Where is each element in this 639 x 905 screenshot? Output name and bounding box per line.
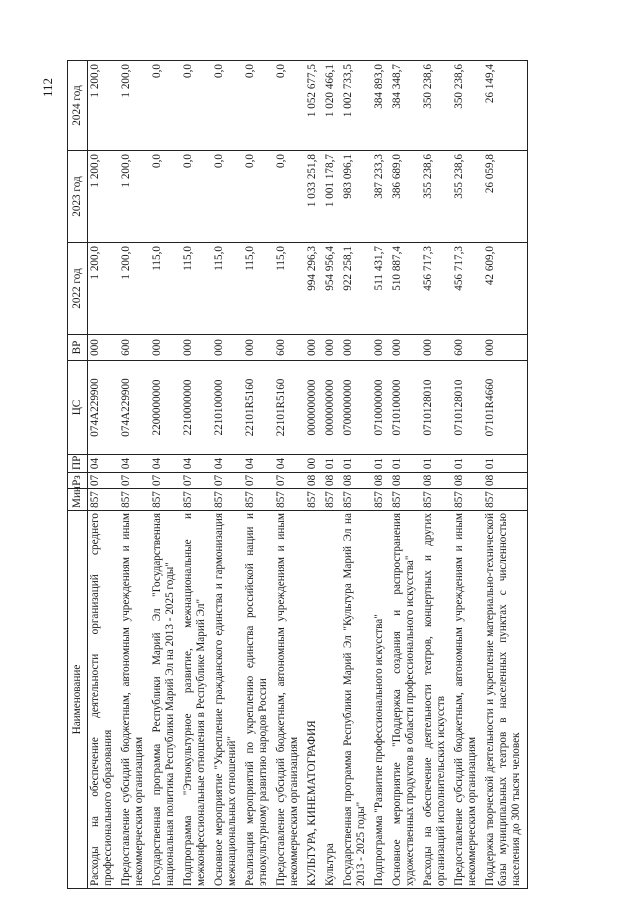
header-vr: ВР (68, 335, 88, 361)
row-2023: 1 033 251,8 (305, 151, 323, 243)
row-rz: 08 (372, 473, 390, 489)
row-vr: 000 (483, 335, 528, 361)
row-name: Предоставление субсидий бюджетным, автономным учреждениям и иным некоммерческим организациям (119, 511, 150, 889)
row-vr: 000 (181, 335, 212, 361)
row-2022: 510 887,4 (390, 243, 421, 335)
row-2024: 384 348,7 (390, 61, 421, 151)
row-vr: 000 (212, 335, 243, 361)
row-name: Подпрограмма "Этнокультурное развитие, межнациональные и межконфессиональные отношения в Республике Марий Эл" (181, 511, 212, 889)
row-cs: 0000000000 (305, 361, 323, 455)
row-2024: 0,0 (150, 61, 181, 151)
row-2023: 0,0 (274, 151, 305, 243)
row-pr: 04 (181, 455, 212, 473)
table-row (305, 61, 323, 889)
page-number: 112 (40, 77, 55, 97)
row-rz: 07 (119, 473, 150, 489)
row-cs: 074A229900 (119, 361, 150, 455)
header-2022: 2022 год (68, 243, 88, 335)
row-vr: 000 (372, 335, 390, 361)
header-min: Мин (68, 489, 88, 511)
row-rz: 08 (390, 473, 421, 489)
row-min: 857 (119, 489, 150, 511)
row-min: 857 (243, 489, 274, 511)
row-cs: 22101R5160 (274, 361, 305, 455)
budget-table (67, 60, 528, 889)
row-vr: 000 (88, 335, 120, 361)
table-row (88, 61, 120, 889)
header-cs: ЦС (68, 361, 88, 455)
row-rz: 08 (421, 473, 452, 489)
row-cs: 2200000000 (150, 361, 181, 455)
row-rz: 07 (181, 473, 212, 489)
row-2022: 456 717,3 (421, 243, 452, 335)
row-cs: 2210100000 (212, 361, 243, 455)
row-2023: 387 233,3 (372, 151, 390, 243)
row-2023: 983 096,1 (341, 151, 372, 243)
row-name: Предоставление субсидий бюджетным, автономным учреждениям и иным некоммерческим организациям (274, 511, 305, 889)
row-min: 857 (483, 489, 528, 511)
row-2023: 355 238,6 (421, 151, 452, 243)
row-rz: 07 (150, 473, 181, 489)
row-name: Основное мероприятие "Поддержка создания и распространения художественных продуктов в области профессионального искусства" (390, 511, 421, 889)
row-name: Культура (323, 511, 341, 889)
row-2024: 0,0 (274, 61, 305, 151)
row-cs: 2210000000 (181, 361, 212, 455)
table-row (372, 61, 390, 889)
table-row (452, 61, 483, 889)
row-2022: 954 956,4 (323, 243, 341, 335)
row-rz: 08 (483, 473, 528, 489)
row-rz: 07 (88, 473, 120, 489)
row-cs: 0710128010 (421, 361, 452, 455)
row-vr: 000 (243, 335, 274, 361)
row-vr: 000 (421, 335, 452, 361)
row-pr: 04 (119, 455, 150, 473)
row-vr: 000 (390, 335, 421, 361)
row-2023: 1 200,0 (119, 151, 150, 243)
row-2022: 456 717,3 (452, 243, 483, 335)
row-pr: 01 (372, 455, 390, 473)
row-2022: 511 431,7 (372, 243, 390, 335)
row-cs: 0710128010 (452, 361, 483, 455)
row-pr: 01 (390, 455, 421, 473)
row-2022: 115,0 (181, 243, 212, 335)
table-row (323, 61, 341, 889)
row-2022: 42 609,0 (483, 243, 528, 335)
row-min: 857 (274, 489, 305, 511)
row-2023: 0,0 (212, 151, 243, 243)
row-rz: 07 (243, 473, 274, 489)
row-name: Государственная программа Республики Марий Эл "Государственная национальная политика Республики Марий Эл на 2013 - 2025 годы" (150, 511, 181, 889)
row-min: 857 (341, 489, 372, 511)
row-rz: 07 (274, 473, 305, 489)
row-2022: 994 296,3 (305, 243, 323, 335)
row-2022: 115,0 (150, 243, 181, 335)
row-min: 857 (212, 489, 243, 511)
table-row (274, 61, 305, 889)
row-pr: 00 (305, 455, 323, 473)
row-rz: 08 (341, 473, 372, 489)
table-row (119, 61, 150, 889)
header-2024: 2024 год (68, 61, 88, 151)
row-2024: 384 893,0 (372, 61, 390, 151)
row-2024: 1 052 677,5 (305, 61, 323, 151)
row-cs: 0710000000 (372, 361, 390, 455)
row-2022: 922 258,1 (341, 243, 372, 335)
row-pr: 01 (323, 455, 341, 473)
row-pr: 04 (274, 455, 305, 473)
row-2022: 1 200,0 (119, 243, 150, 335)
row-2024: 0,0 (243, 61, 274, 151)
row-rz: 08 (452, 473, 483, 489)
row-name: Расходы на обеспечение деятельности театров, концертных и других организаций исполнительских искусств (421, 511, 452, 889)
row-min: 857 (452, 489, 483, 511)
row-cs: 0710100000 (390, 361, 421, 455)
row-rz: 08 (305, 473, 323, 489)
row-2024: 350 238,6 (452, 61, 483, 151)
row-2022: 115,0 (274, 243, 305, 335)
row-name: Поддержка творческой деятельности и укрепление материально-технической базы муниципальных театров в населенных пунктах с численностью населения до 300 тысяч человек (483, 511, 528, 889)
row-2023: 0,0 (243, 151, 274, 243)
row-min: 857 (150, 489, 181, 511)
row-vr: 600 (452, 335, 483, 361)
row-2024: 350 238,6 (421, 61, 452, 151)
table-row (421, 61, 452, 889)
row-2022: 115,0 (212, 243, 243, 335)
row-cs: 0700000000 (341, 361, 372, 455)
table-row (243, 61, 274, 889)
row-2023: 0,0 (181, 151, 212, 243)
row-rz: 07 (212, 473, 243, 489)
row-vr: 600 (274, 335, 305, 361)
row-name: Основное мероприятие "Укрепление гражданского единства и гармонизация межнациональных отношений" (212, 511, 243, 889)
row-2024: 1 200,0 (119, 61, 150, 151)
header-2023: 2023 год (68, 151, 88, 243)
row-pr: 04 (88, 455, 120, 473)
row-cs: 074A229900 (88, 361, 120, 455)
row-min: 857 (372, 489, 390, 511)
row-pr: 04 (243, 455, 274, 473)
row-name: Государственная программа Республики Марий Эл "Культура Марий Эл на 2013 - 2025 годы" (341, 511, 372, 889)
row-min: 857 (390, 489, 421, 511)
row-vr: 000 (150, 335, 181, 361)
row-name: Расходы на обеспечение деятельности организаций среднего профессионального образования (88, 511, 120, 889)
header-rz: Рз (68, 473, 88, 489)
row-min: 857 (421, 489, 452, 511)
row-pr: 04 (150, 455, 181, 473)
header-name: Наименование (68, 511, 88, 889)
row-pr: 04 (212, 455, 243, 473)
row-cs: 22101R5160 (243, 361, 274, 455)
row-2023: 1 200,0 (88, 151, 120, 243)
row-2023: 0,0 (150, 151, 181, 243)
table-header-row (68, 61, 88, 889)
row-2024: 1 020 466,1 (323, 61, 341, 151)
row-rz: 08 (323, 473, 341, 489)
row-pr: 01 (452, 455, 483, 473)
row-2022: 1 200,0 (88, 243, 120, 335)
row-name: Реализация мероприятий по укреплению единства российской нации и этнокультурному развитию народов России (243, 511, 274, 889)
row-2023: 1 001 178,7 (323, 151, 341, 243)
table-row (181, 61, 212, 889)
table-row (212, 61, 243, 889)
row-name: КУЛЬТУРА, КИНЕМАТОГРАФИЯ (305, 511, 323, 889)
row-pr: 01 (421, 455, 452, 473)
row-cs: 07101R4660 (483, 361, 528, 455)
row-vr: 000 (323, 335, 341, 361)
row-vr: 000 (341, 335, 372, 361)
row-2024: 0,0 (181, 61, 212, 151)
table-row (390, 61, 421, 889)
row-vr: 000 (305, 335, 323, 361)
row-min: 857 (181, 489, 212, 511)
header-pr: ПР (68, 455, 88, 473)
row-pr: 01 (341, 455, 372, 473)
row-2024: 1 200,0 (88, 61, 120, 151)
row-min: 857 (88, 489, 120, 511)
row-2023: 26 059,8 (483, 151, 528, 243)
row-name: Подпрограмма "Развитие профессионального искусства" (372, 511, 390, 889)
table-row (341, 61, 372, 889)
row-2024: 0,0 (212, 61, 243, 151)
row-cs: 0000000000 (323, 361, 341, 455)
row-2024: 1 002 733,5 (341, 61, 372, 151)
row-vr: 600 (119, 335, 150, 361)
row-2023: 355 238,6 (452, 151, 483, 243)
table-row (150, 61, 181, 889)
row-2024: 26 149,4 (483, 61, 528, 151)
row-2022: 115,0 (243, 243, 274, 335)
row-pr: 01 (483, 455, 528, 473)
row-name: Предоставление субсидий бюджетным, автономным учреждениям и иным некоммерческим организациям (452, 511, 483, 889)
row-min: 857 (323, 489, 341, 511)
table-row (483, 61, 528, 889)
row-min: 857 (305, 489, 323, 511)
row-2023: 386 689,0 (390, 151, 421, 243)
